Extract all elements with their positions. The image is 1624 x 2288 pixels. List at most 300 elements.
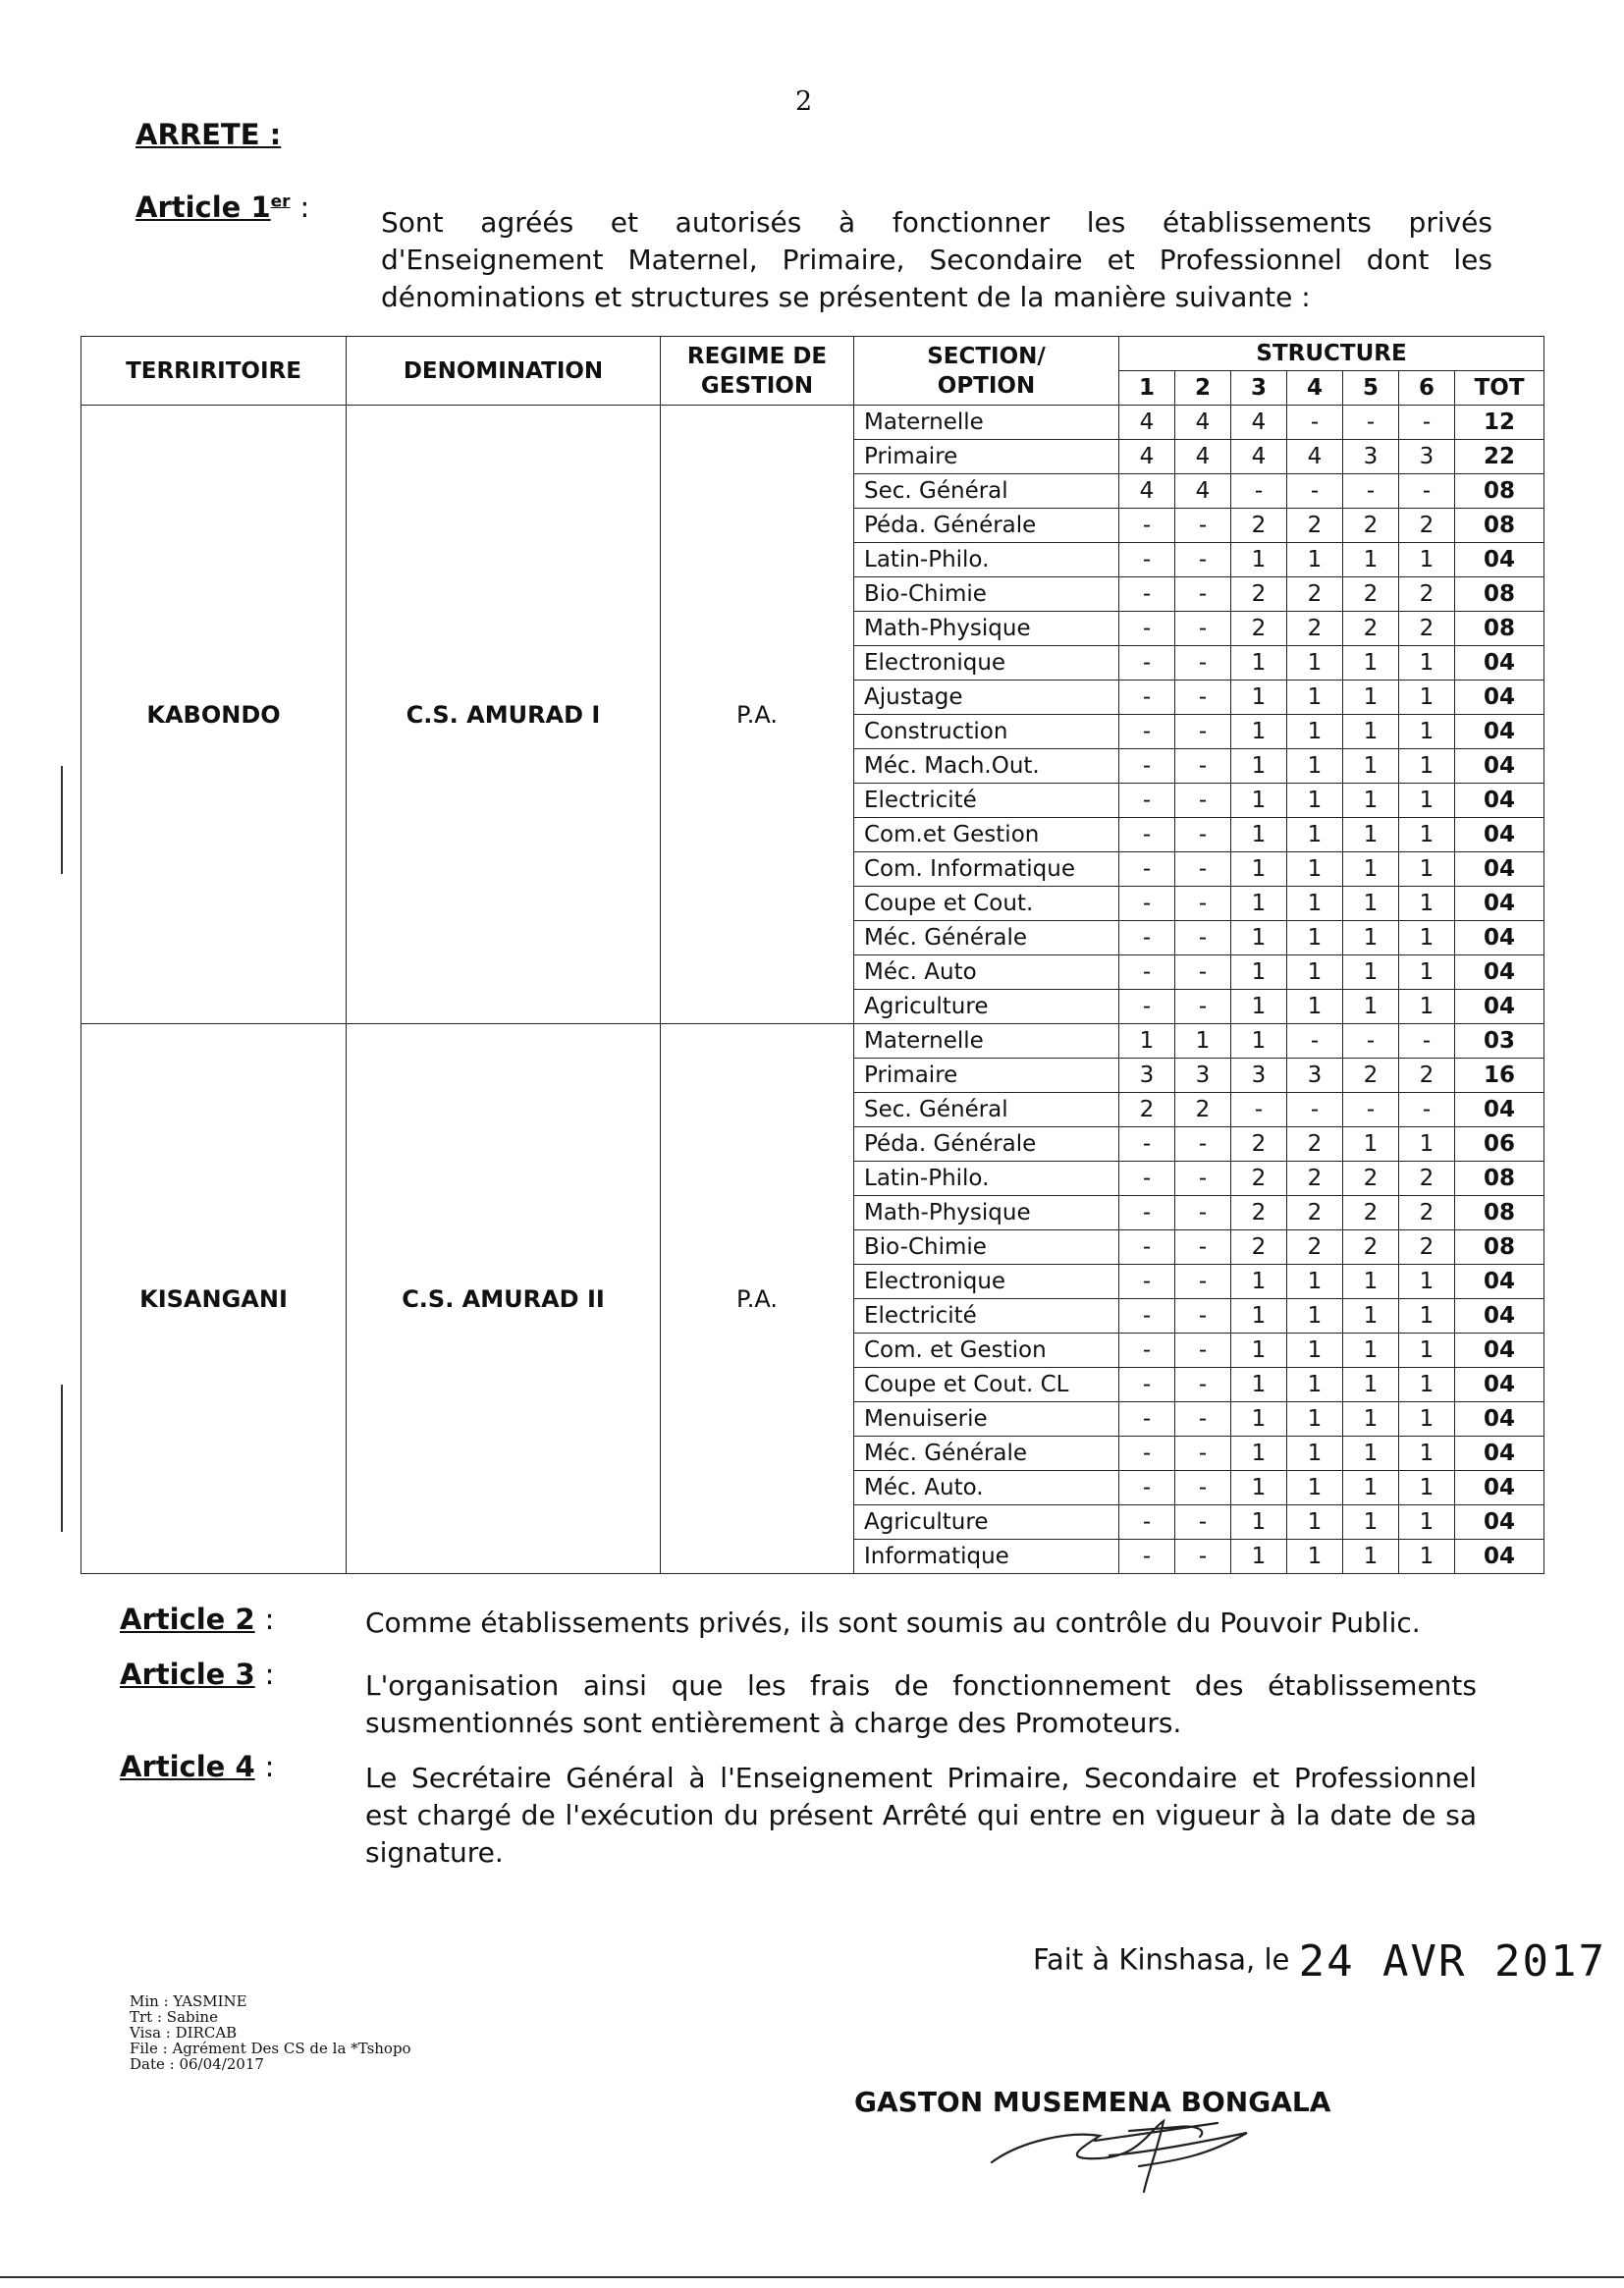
- page-number: 2: [795, 86, 813, 117]
- section-cell: Coupe et Cout. CL: [854, 1368, 1119, 1402]
- structure-cell: 1: [1231, 852, 1287, 887]
- section-cell: Electricité: [854, 784, 1119, 818]
- structure-cell: 1: [1343, 1334, 1399, 1368]
- structure-cell: 1: [1399, 1437, 1455, 1471]
- section-cell: Coupe et Cout.: [854, 887, 1119, 921]
- structure-cell: -: [1287, 1093, 1343, 1127]
- section-cell: Latin-Philo.: [854, 543, 1119, 577]
- article-1-label-text: Article 1: [135, 191, 271, 224]
- section-cell: Maternelle: [854, 1024, 1119, 1059]
- structure-cell: 1: [1399, 749, 1455, 784]
- total-cell: 08: [1455, 577, 1544, 612]
- structure-cell: 2: [1287, 577, 1343, 612]
- structure-cell: 2: [1343, 1162, 1399, 1196]
- reference-block: [130, 1993, 411, 2072]
- structure-cell: 1: [1231, 1540, 1287, 1574]
- arrete-heading: ARRETE :: [135, 118, 282, 151]
- structure-cell: -: [1119, 1334, 1175, 1368]
- structure-cell: -: [1175, 1471, 1231, 1505]
- total-cell: 08: [1455, 1162, 1544, 1196]
- structure-cell: 1: [1399, 784, 1455, 818]
- structure-cell: -: [1175, 1334, 1231, 1368]
- margin-mark: [61, 1385, 63, 1532]
- structure-cell: 1: [1287, 1437, 1343, 1471]
- structure-cell: 2: [1343, 577, 1399, 612]
- total-cell: 08: [1455, 509, 1544, 543]
- structure-cell: 2: [1399, 1230, 1455, 1265]
- structure-cell: 2: [1399, 612, 1455, 646]
- structure-cell: 3: [1287, 1059, 1343, 1093]
- date-stamp: 24 AVR 2017: [1298, 1936, 1606, 1987]
- structure-cell: 1: [1287, 1505, 1343, 1540]
- structure-cell: 3: [1175, 1059, 1231, 1093]
- structure-cell: -: [1119, 1127, 1175, 1162]
- structure-cell: 1: [1399, 646, 1455, 681]
- structure-cell: 4: [1287, 440, 1343, 474]
- section-cell: Méc. Mach.Out.: [854, 749, 1119, 784]
- structure-cell: 1: [1287, 1540, 1343, 1574]
- structure-cell: -: [1119, 715, 1175, 749]
- article-3-text: L'organisation ainsi que les frais de fonctionnement des établissements susmentionnés sont entièrement à charge des Promoteurs.: [365, 1669, 1477, 1739]
- table-header-row: [81, 337, 1544, 371]
- section-cell: Péda. Générale: [854, 1127, 1119, 1162]
- structure-cell: -: [1175, 1162, 1231, 1196]
- structure-cell: 1: [1119, 1024, 1175, 1059]
- structure-cell: 1: [1343, 1402, 1399, 1437]
- structure-cell: -: [1175, 1299, 1231, 1334]
- structure-cell: 1: [1287, 543, 1343, 577]
- header-denomination: DENOMINATION: [347, 337, 661, 406]
- structure-cell: 1: [1399, 1402, 1455, 1437]
- structure-cell: 1: [1343, 784, 1399, 818]
- reference-line: Visa : DIRCAB: [130, 2024, 238, 2042]
- structure-cell: 1: [1287, 852, 1343, 887]
- section-cell: Bio-Chimie: [854, 577, 1119, 612]
- structure-cell: 1: [1399, 1299, 1455, 1334]
- structure-cell: -: [1119, 1402, 1175, 1437]
- section-cell: Sec. Général: [854, 1093, 1119, 1127]
- article-4-label-text: Article 4: [120, 1750, 255, 1783]
- structure-cell: -: [1119, 646, 1175, 681]
- structure-cell: 3: [1231, 1059, 1287, 1093]
- structure-cell: 1: [1399, 1127, 1455, 1162]
- structure-cell: 1: [1231, 1402, 1287, 1437]
- total-cell: 04: [1455, 1402, 1544, 1437]
- structure-cell: -: [1175, 1230, 1231, 1265]
- total-cell: 04: [1455, 1437, 1544, 1471]
- section-cell: Méc. Auto.: [854, 1471, 1119, 1505]
- total-cell: 16: [1455, 1059, 1544, 1093]
- total-cell: 08: [1455, 474, 1544, 509]
- structure-cell: -: [1287, 474, 1343, 509]
- structure-cell: -: [1119, 577, 1175, 612]
- structure-cell: 1: [1287, 1402, 1343, 1437]
- total-cell: 04: [1455, 1368, 1544, 1402]
- structure-cell: 1: [1231, 784, 1287, 818]
- structure-cell: 1: [1231, 921, 1287, 955]
- section-cell: Agriculture: [854, 990, 1119, 1024]
- structure-cell: -: [1175, 1402, 1231, 1437]
- total-cell: 04: [1455, 543, 1544, 577]
- structure-cell: 1: [1343, 1368, 1399, 1402]
- total-cell: 04: [1455, 955, 1544, 990]
- structure-cell: -: [1119, 784, 1175, 818]
- structure-cell: -: [1119, 1162, 1175, 1196]
- section-cell: Com.et Gestion: [854, 818, 1119, 852]
- total-cell: 04: [1455, 1505, 1544, 1540]
- margin-mark: [61, 766, 63, 874]
- structure-cell: -: [1119, 990, 1175, 1024]
- structure-cell: -: [1119, 612, 1175, 646]
- article-1-sup: er: [270, 191, 291, 212]
- structure-cell: 1: [1399, 990, 1455, 1024]
- structure-cell: -: [1119, 818, 1175, 852]
- structure-cell: 1: [1399, 1540, 1455, 1574]
- article-2-label: Article 2 :: [120, 1603, 275, 1636]
- section-cell: Méc. Générale: [854, 1437, 1119, 1471]
- denomination-cell: C.S. AMURAD II: [347, 1024, 661, 1574]
- structure-cell: 4: [1119, 474, 1175, 509]
- section-cell: Bio-Chimie: [854, 1230, 1119, 1265]
- structure-cell: -: [1175, 887, 1231, 921]
- structure-cell: -: [1175, 784, 1231, 818]
- reference-line: File : Agrément Des CS de la *Tshopo: [130, 2040, 411, 2057]
- structure-cell: 1: [1231, 646, 1287, 681]
- structure-cell: 2: [1175, 1093, 1231, 1127]
- structure-cell: -: [1119, 887, 1175, 921]
- structure-cell: 1: [1343, 955, 1399, 990]
- structure-cell: 1: [1343, 543, 1399, 577]
- section-cell: Méc. Auto: [854, 955, 1119, 990]
- structure-cell: 1: [1287, 990, 1343, 1024]
- structure-cell: -: [1119, 1505, 1175, 1540]
- structure-cell: -: [1175, 1127, 1231, 1162]
- structure-cell: 1: [1231, 1437, 1287, 1471]
- structure-cell: 4: [1175, 474, 1231, 509]
- article-2-label-text: Article 2: [120, 1603, 255, 1636]
- article-3-label: Article 3 :: [120, 1658, 275, 1691]
- table-body: [81, 406, 1544, 1574]
- structure-cell: -: [1175, 646, 1231, 681]
- total-cell: 04: [1455, 1299, 1544, 1334]
- total-cell: 22: [1455, 440, 1544, 474]
- structure-cell: 1: [1231, 715, 1287, 749]
- structure-cell: -: [1175, 1505, 1231, 1540]
- structure-cell: 2: [1287, 1196, 1343, 1230]
- structure-cell: -: [1343, 406, 1399, 440]
- structure-cell: 1: [1343, 681, 1399, 715]
- territoire-cell: KISANGANI: [81, 1024, 347, 1574]
- structure-cell: -: [1399, 1024, 1455, 1059]
- structure-cell: 1: [1343, 749, 1399, 784]
- structure-cell: 1: [1343, 990, 1399, 1024]
- section-cell: Sec. Général: [854, 474, 1119, 509]
- section-cell: Péda. Générale: [854, 509, 1119, 543]
- total-cell: 04: [1455, 1093, 1544, 1127]
- article-3-label-text: Article 3: [120, 1658, 255, 1691]
- structure-cell: 1: [1231, 543, 1287, 577]
- structure-cell: 1: [1399, 1265, 1455, 1299]
- total-cell: 08: [1455, 1196, 1544, 1230]
- structure-cell: -: [1343, 474, 1399, 509]
- place-text: Fait à Kinshasa, le: [1033, 1942, 1290, 1977]
- structure-cell: -: [1287, 406, 1343, 440]
- section-cell: Informatique: [854, 1540, 1119, 1574]
- structure-cell: 1: [1287, 681, 1343, 715]
- structure-cell: -: [1119, 852, 1175, 887]
- structure-cell: -: [1175, 749, 1231, 784]
- schools-table: [81, 336, 1544, 1574]
- structure-cell: -: [1175, 577, 1231, 612]
- structure-cell: -: [1399, 474, 1455, 509]
- structure-cell: 1: [1287, 784, 1343, 818]
- structure-cell: 2: [1399, 577, 1455, 612]
- table-row: [81, 406, 1544, 440]
- regime-cell: P.A.: [661, 406, 854, 1024]
- article-4-label: Article 4 :: [120, 1750, 275, 1783]
- structure-cell: 1: [1231, 1265, 1287, 1299]
- header-col-2: 2: [1175, 371, 1231, 406]
- structure-cell: 1: [1343, 1437, 1399, 1471]
- structure-cell: 2: [1343, 509, 1399, 543]
- structure-cell: -: [1175, 1540, 1231, 1574]
- denomination-cell: C.S. AMURAD I: [347, 406, 661, 1024]
- total-cell: 04: [1455, 1265, 1544, 1299]
- structure-cell: 2: [1399, 1059, 1455, 1093]
- structure-cell: 1: [1399, 921, 1455, 955]
- structure-cell: -: [1119, 543, 1175, 577]
- structure-cell: 4: [1175, 440, 1231, 474]
- section-cell: Méc. Générale: [854, 921, 1119, 955]
- total-cell: 03: [1455, 1024, 1544, 1059]
- structure-cell: 1: [1399, 1368, 1455, 1402]
- structure-cell: 2: [1399, 1196, 1455, 1230]
- total-cell: 04: [1455, 852, 1544, 887]
- structure-cell: 1: [1343, 1265, 1399, 1299]
- structure-cell: 2: [1231, 1162, 1287, 1196]
- structure-cell: 2: [1399, 509, 1455, 543]
- reference-line: Date : 06/04/2017: [130, 2055, 264, 2073]
- structure-cell: -: [1231, 1093, 1287, 1127]
- structure-cell: 1: [1287, 887, 1343, 921]
- total-cell: 06: [1455, 1127, 1544, 1162]
- structure-cell: 1: [1287, 818, 1343, 852]
- section-cell: Math-Physique: [854, 612, 1119, 646]
- structure-cell: -: [1175, 1368, 1231, 1402]
- structure-cell: 1: [1343, 1299, 1399, 1334]
- structure-cell: -: [1119, 1196, 1175, 1230]
- article-1-label: Article 1er :: [135, 191, 310, 224]
- signer-name: GASTON MUSEMENA BONGALA: [854, 2086, 1331, 2118]
- structure-cell: 1: [1343, 1505, 1399, 1540]
- structure-cell: 1: [1343, 646, 1399, 681]
- structure-cell: -: [1343, 1093, 1399, 1127]
- structure-cell: 1: [1231, 818, 1287, 852]
- structure-cell: 1: [1231, 1471, 1287, 1505]
- structure-cell: 1: [1343, 887, 1399, 921]
- reference-line: Trt : Sabine: [130, 2008, 218, 2026]
- structure-cell: 1: [1343, 715, 1399, 749]
- structure-cell: 2: [1287, 509, 1343, 543]
- structure-cell: 2: [1287, 1162, 1343, 1196]
- structure-cell: 4: [1119, 406, 1175, 440]
- structure-cell: 1: [1287, 715, 1343, 749]
- structure-cell: -: [1343, 1024, 1399, 1059]
- structure-cell: -: [1119, 749, 1175, 784]
- section-cell: Maternelle: [854, 406, 1119, 440]
- structure-cell: -: [1399, 406, 1455, 440]
- structure-cell: 2: [1231, 1230, 1287, 1265]
- structure-cell: 1: [1399, 955, 1455, 990]
- structure-cell: 2: [1399, 1162, 1455, 1196]
- structure-cell: 1: [1231, 749, 1287, 784]
- total-cell: 04: [1455, 921, 1544, 955]
- structure-cell: 2: [1231, 1127, 1287, 1162]
- section-cell: Electronique: [854, 646, 1119, 681]
- structure-cell: -: [1231, 474, 1287, 509]
- structure-cell: 1: [1231, 1334, 1287, 1368]
- structure-cell: 2: [1343, 1230, 1399, 1265]
- total-cell: 08: [1455, 1230, 1544, 1265]
- total-cell: 04: [1455, 1334, 1544, 1368]
- structure-cell: -: [1119, 1265, 1175, 1299]
- structure-cell: -: [1175, 852, 1231, 887]
- structure-cell: -: [1175, 921, 1231, 955]
- header-territoire: TERRIRITOIRE: [81, 337, 347, 406]
- structure-cell: 2: [1287, 612, 1343, 646]
- territoire-cell: KABONDO: [81, 406, 347, 1024]
- structure-cell: -: [1119, 1230, 1175, 1265]
- section-cell: Menuiserie: [854, 1402, 1119, 1437]
- structure-cell: 1: [1231, 1505, 1287, 1540]
- structure-cell: 2: [1343, 612, 1399, 646]
- structure-cell: 4: [1119, 440, 1175, 474]
- structure-cell: 3: [1399, 440, 1455, 474]
- structure-cell: -: [1119, 1540, 1175, 1574]
- article-2-text: Comme établissements privés, ils sont soumis au contrôle du Pouvoir Public.: [365, 1607, 1421, 1639]
- header-col-4: 4: [1287, 371, 1343, 406]
- structure-cell: 4: [1231, 406, 1287, 440]
- structure-cell: -: [1399, 1093, 1455, 1127]
- structure-cell: 1: [1231, 887, 1287, 921]
- structure-cell: 1: [1399, 715, 1455, 749]
- structure-cell: 1: [1175, 1024, 1231, 1059]
- section-cell: Agriculture: [854, 1505, 1119, 1540]
- structure-cell: -: [1119, 1471, 1175, 1505]
- total-cell: 04: [1455, 749, 1544, 784]
- total-cell: 04: [1455, 818, 1544, 852]
- structure-cell: 2: [1231, 1196, 1287, 1230]
- section-cell: Construction: [854, 715, 1119, 749]
- total-cell: 08: [1455, 612, 1544, 646]
- section-cell: Ajustage: [854, 681, 1119, 715]
- structure-cell: -: [1175, 1265, 1231, 1299]
- structure-cell: 1: [1231, 1368, 1287, 1402]
- structure-cell: 1: [1343, 1127, 1399, 1162]
- total-cell: 04: [1455, 784, 1544, 818]
- structure-cell: 1: [1231, 1299, 1287, 1334]
- structure-cell: 2: [1343, 1196, 1399, 1230]
- total-cell: 04: [1455, 887, 1544, 921]
- structure-cell: -: [1175, 715, 1231, 749]
- structure-cell: -: [1175, 543, 1231, 577]
- header-col-6: 6: [1399, 371, 1455, 406]
- header-col-1: 1: [1119, 371, 1175, 406]
- structure-cell: 1: [1399, 1471, 1455, 1505]
- total-cell: 04: [1455, 681, 1544, 715]
- section-cell: Electronique: [854, 1265, 1119, 1299]
- signature-image: [982, 2101, 1296, 2200]
- section-cell: Math-Physique: [854, 1196, 1119, 1230]
- structure-cell: -: [1119, 1368, 1175, 1402]
- total-cell: 04: [1455, 1540, 1544, 1574]
- structure-cell: -: [1175, 1437, 1231, 1471]
- structure-cell: 1: [1399, 543, 1455, 577]
- structure-cell: -: [1119, 921, 1175, 955]
- structure-cell: 2: [1231, 509, 1287, 543]
- structure-cell: 1: [1287, 1368, 1343, 1402]
- structure-cell: 2: [1343, 1059, 1399, 1093]
- article-1-text: Sont agréés et autorisés à fonctionner les établissements privés d'Enseignement Maternel, Primaire, Secondaire et Professionnel dont les dénominations et structures se présentent de la manière suivante :: [381, 206, 1492, 313]
- header-col-tot: TOT: [1455, 371, 1544, 406]
- section-cell: Latin-Philo.: [854, 1162, 1119, 1196]
- structure-cell: 1: [1343, 1540, 1399, 1574]
- total-cell: 04: [1455, 646, 1544, 681]
- header-section: SECTION/ OPTION: [854, 337, 1119, 406]
- section-cell: Com. et Gestion: [854, 1334, 1119, 1368]
- structure-cell: 4: [1175, 406, 1231, 440]
- structure-cell: 1: [1231, 1024, 1287, 1059]
- structure-cell: 1: [1287, 749, 1343, 784]
- section-cell: Electricité: [854, 1299, 1119, 1334]
- structure-cell: 1: [1287, 921, 1343, 955]
- total-cell: 04: [1455, 715, 1544, 749]
- structure-cell: 1: [1287, 1265, 1343, 1299]
- structure-cell: 1: [1343, 1471, 1399, 1505]
- total-cell: 04: [1455, 1471, 1544, 1505]
- header-col-3: 3: [1231, 371, 1287, 406]
- header-regime: REGIME DE GESTION: [661, 337, 854, 406]
- structure-cell: 1: [1399, 1334, 1455, 1368]
- total-cell: 12: [1455, 406, 1544, 440]
- regime-cell: P.A.: [661, 1024, 854, 1574]
- structure-cell: -: [1175, 612, 1231, 646]
- structure-cell: -: [1175, 681, 1231, 715]
- structure-cell: 1: [1343, 852, 1399, 887]
- structure-cell: 1: [1399, 818, 1455, 852]
- section-cell: Primaire: [854, 440, 1119, 474]
- structure-cell: 1: [1287, 646, 1343, 681]
- structure-cell: 1: [1343, 921, 1399, 955]
- structure-cell: -: [1175, 509, 1231, 543]
- structure-cell: 1: [1343, 818, 1399, 852]
- section-cell: Com. Informatique: [854, 852, 1119, 887]
- structure-cell: -: [1119, 1437, 1175, 1471]
- structure-cell: 1: [1287, 955, 1343, 990]
- structure-cell: -: [1119, 681, 1175, 715]
- structure-cell: 1: [1231, 681, 1287, 715]
- structure-cell: 1: [1287, 1299, 1343, 1334]
- structure-cell: -: [1175, 1196, 1231, 1230]
- header-structure: STRUCTURE: [1119, 337, 1544, 371]
- structure-cell: 4: [1231, 440, 1287, 474]
- structure-cell: 2: [1231, 577, 1287, 612]
- structure-cell: -: [1175, 818, 1231, 852]
- structure-cell: 1: [1399, 852, 1455, 887]
- structure-cell: 2: [1287, 1230, 1343, 1265]
- structure-cell: 1: [1399, 681, 1455, 715]
- structure-cell: 1: [1399, 1505, 1455, 1540]
